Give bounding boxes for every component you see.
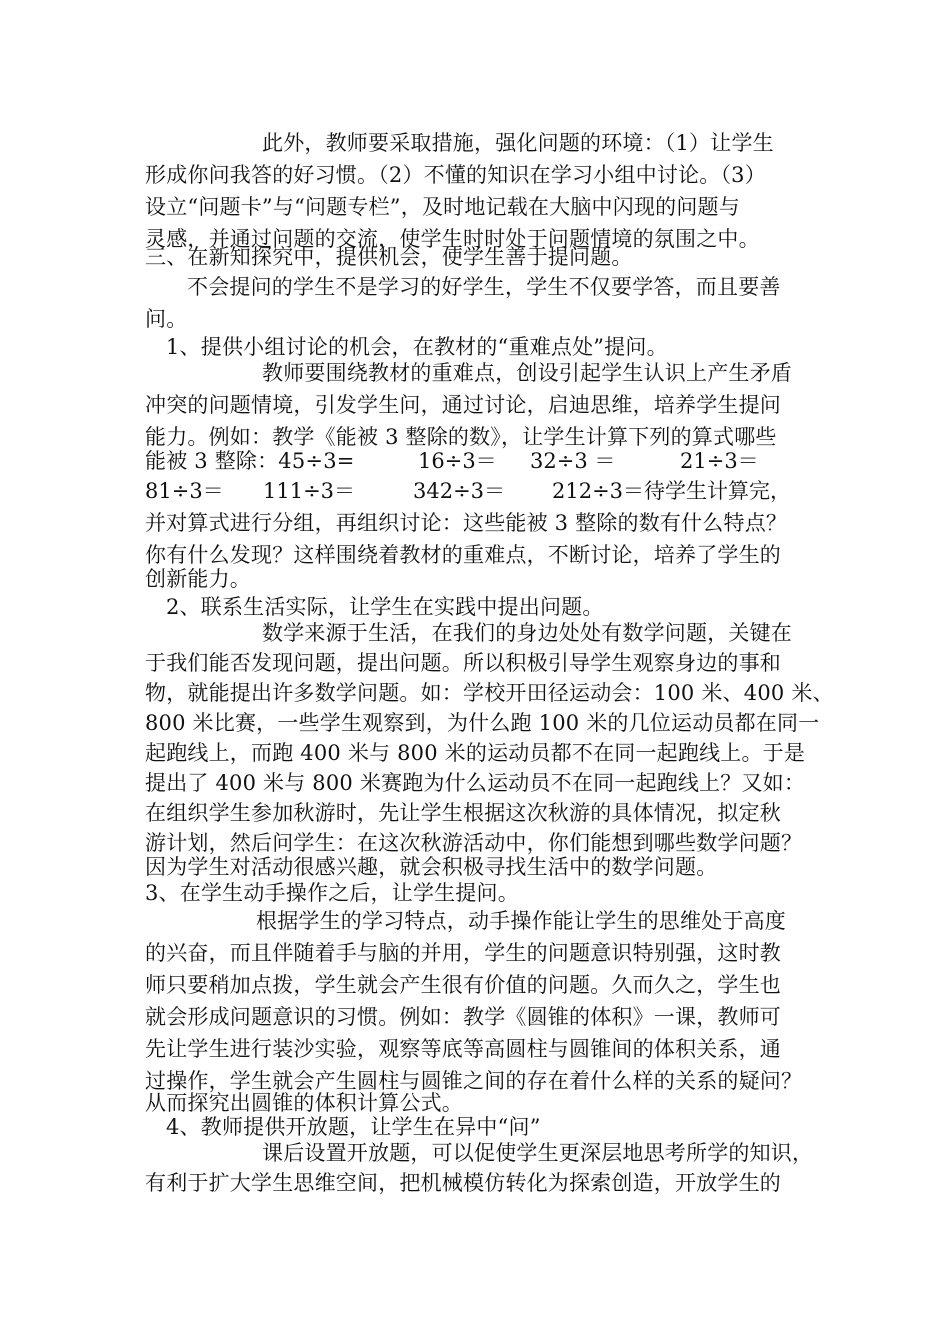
subsection-heading: 2、联系生活实际，让学生在实践中提出问题。 [166,595,604,619]
paragraph-line: 提出了 400 米与 800 米赛跑为什么运动员不在同一起跑线上？又如： [145,771,806,795]
paragraph-line: 根据学生的学习特点，动手操作能让学生的思维处于高度 [256,909,786,933]
paragraph-line: 能被 3 整除：45÷3= [145,449,355,473]
paragraph-line: 教师要围绕教材的重难点，创设引起学生认识上产生矛盾 [262,361,792,385]
paragraph-line: 你有什么发现？这样围绕着教材的重难点，不断讨论，培养了学生的 [145,543,781,567]
paragraph-line: 能力。例如：教学《能被 3 整除的数》，让学生计算下列的算式哪些 [145,425,777,449]
paragraph-line: 过操作，学生就会产生圆柱与圆锥之间的存在着什么样的关系的疑问？ [145,1069,803,1093]
paragraph-line: 游计划，然后问学生：在这次秋游活动中，你们能想到哪些数学问题？ [145,831,803,855]
paragraph-line: 此外，教师要采取措施，强化问题的环境：（1）让学生 [262,131,774,155]
paragraph-line: 800 米比赛，一些学生观察到，为什么跑 100 米的几位运动员都在同一 [145,711,820,735]
paragraph-line: 在组织学生参加秋游时，先让学生根据这次秋游的具体情况，拟定秋 [145,801,781,825]
paragraph-line: 灵感，并通过问题的交流，使学生时时处于问题情境的氛围之中。 [145,227,760,251]
calc-item: 16÷3＝ [418,449,497,473]
paragraph-line: 就会形成问题意识的习惯。例如：教学《圆锥的体积》一课，教师可 [145,1005,781,1029]
paragraph-line: 课后设置开放题，可以促使学生更深层地思考所学的知识， [262,1141,814,1165]
subsection-heading: 1、提供小组讨论的机会，在教材的“重难点处”提问。 [166,335,668,359]
paragraph-line: 问。 [145,307,188,331]
paragraph-line: 并对算式进行分组，再组织讨论：这些能被 3 整除的数有什么特点？ [145,511,788,535]
paragraph-line: 起跑线上，而跑 400 米与 800 米的运动员都不在同一起跑线上。于是 [145,741,806,765]
paragraph-line: 物，就能提出许多数学问题。如：学校开田径运动会：100 米、400 米、 [145,681,834,705]
subsection-heading: 4、教师提供开放题，让学生在异中“问” [166,1115,541,1139]
calc-item: 81÷3＝ [145,479,224,503]
calc-item: 111÷3＝ [263,479,356,503]
paragraph-line: 数学来源于生活，在我们的身边处处有数学问题，关键在 [262,621,792,645]
paragraph-line: 从而探究出圆锥的体积计算公式。 [145,1091,463,1115]
calc-item: 32÷3 ＝ [530,449,616,473]
paragraph-line: 不会提问的学生不是学习的好学生，学生不仅要学答，而且要善 [187,275,781,299]
paragraph-line: 先让学生进行装沙实验，观察等底等高圆柱与圆锥间的体积关系，通 [145,1037,781,1061]
paragraph-line: 创新能力。 [145,567,251,591]
paragraph-line: 有利于扩大学生思维空间，把机械模仿转化为探索创造，开放学生的 [145,1171,781,1195]
paragraph-line: 冲突的问题情境，引发学生问，通过讨论，启迪思维，培养学生提问 [145,393,781,417]
paragraph-line: 师只要稍加点拨，学生就会产生很有价值的问题。久而久之，学生也 [145,973,781,997]
paragraph-line: 设立“问题卡”与“问题专栏”，及时地记载在大脑中闪现的问题与 [145,195,740,219]
paragraph-line: 因为学生对活动很感兴趣，就会积极寻找生活中的数学问题。 [145,855,718,879]
paragraph-line: 形成你问我答的好习惯。（2）不懂的知识在学习小组中讨论。（3） [145,163,766,187]
section-heading: 三、在新知探究中，提供机会，使学生善于提问题。 [145,245,633,269]
paragraph-line: 于我们能否发现问题，提出问题。所以积极引导学生观察身边的事和 [145,651,781,675]
subsection-heading: 3、在学生动手操作之后，让学生提问。 [145,881,519,905]
paragraph-line: 的兴奋，而且伴随着手与脑的并用，学生的问题意识特别强，这时教 [145,941,781,965]
calc-item: 342÷3＝ [413,479,506,503]
calc-item: 21÷3＝ [680,449,759,473]
calc-item: 212÷3＝待学生计算完， [552,479,792,503]
